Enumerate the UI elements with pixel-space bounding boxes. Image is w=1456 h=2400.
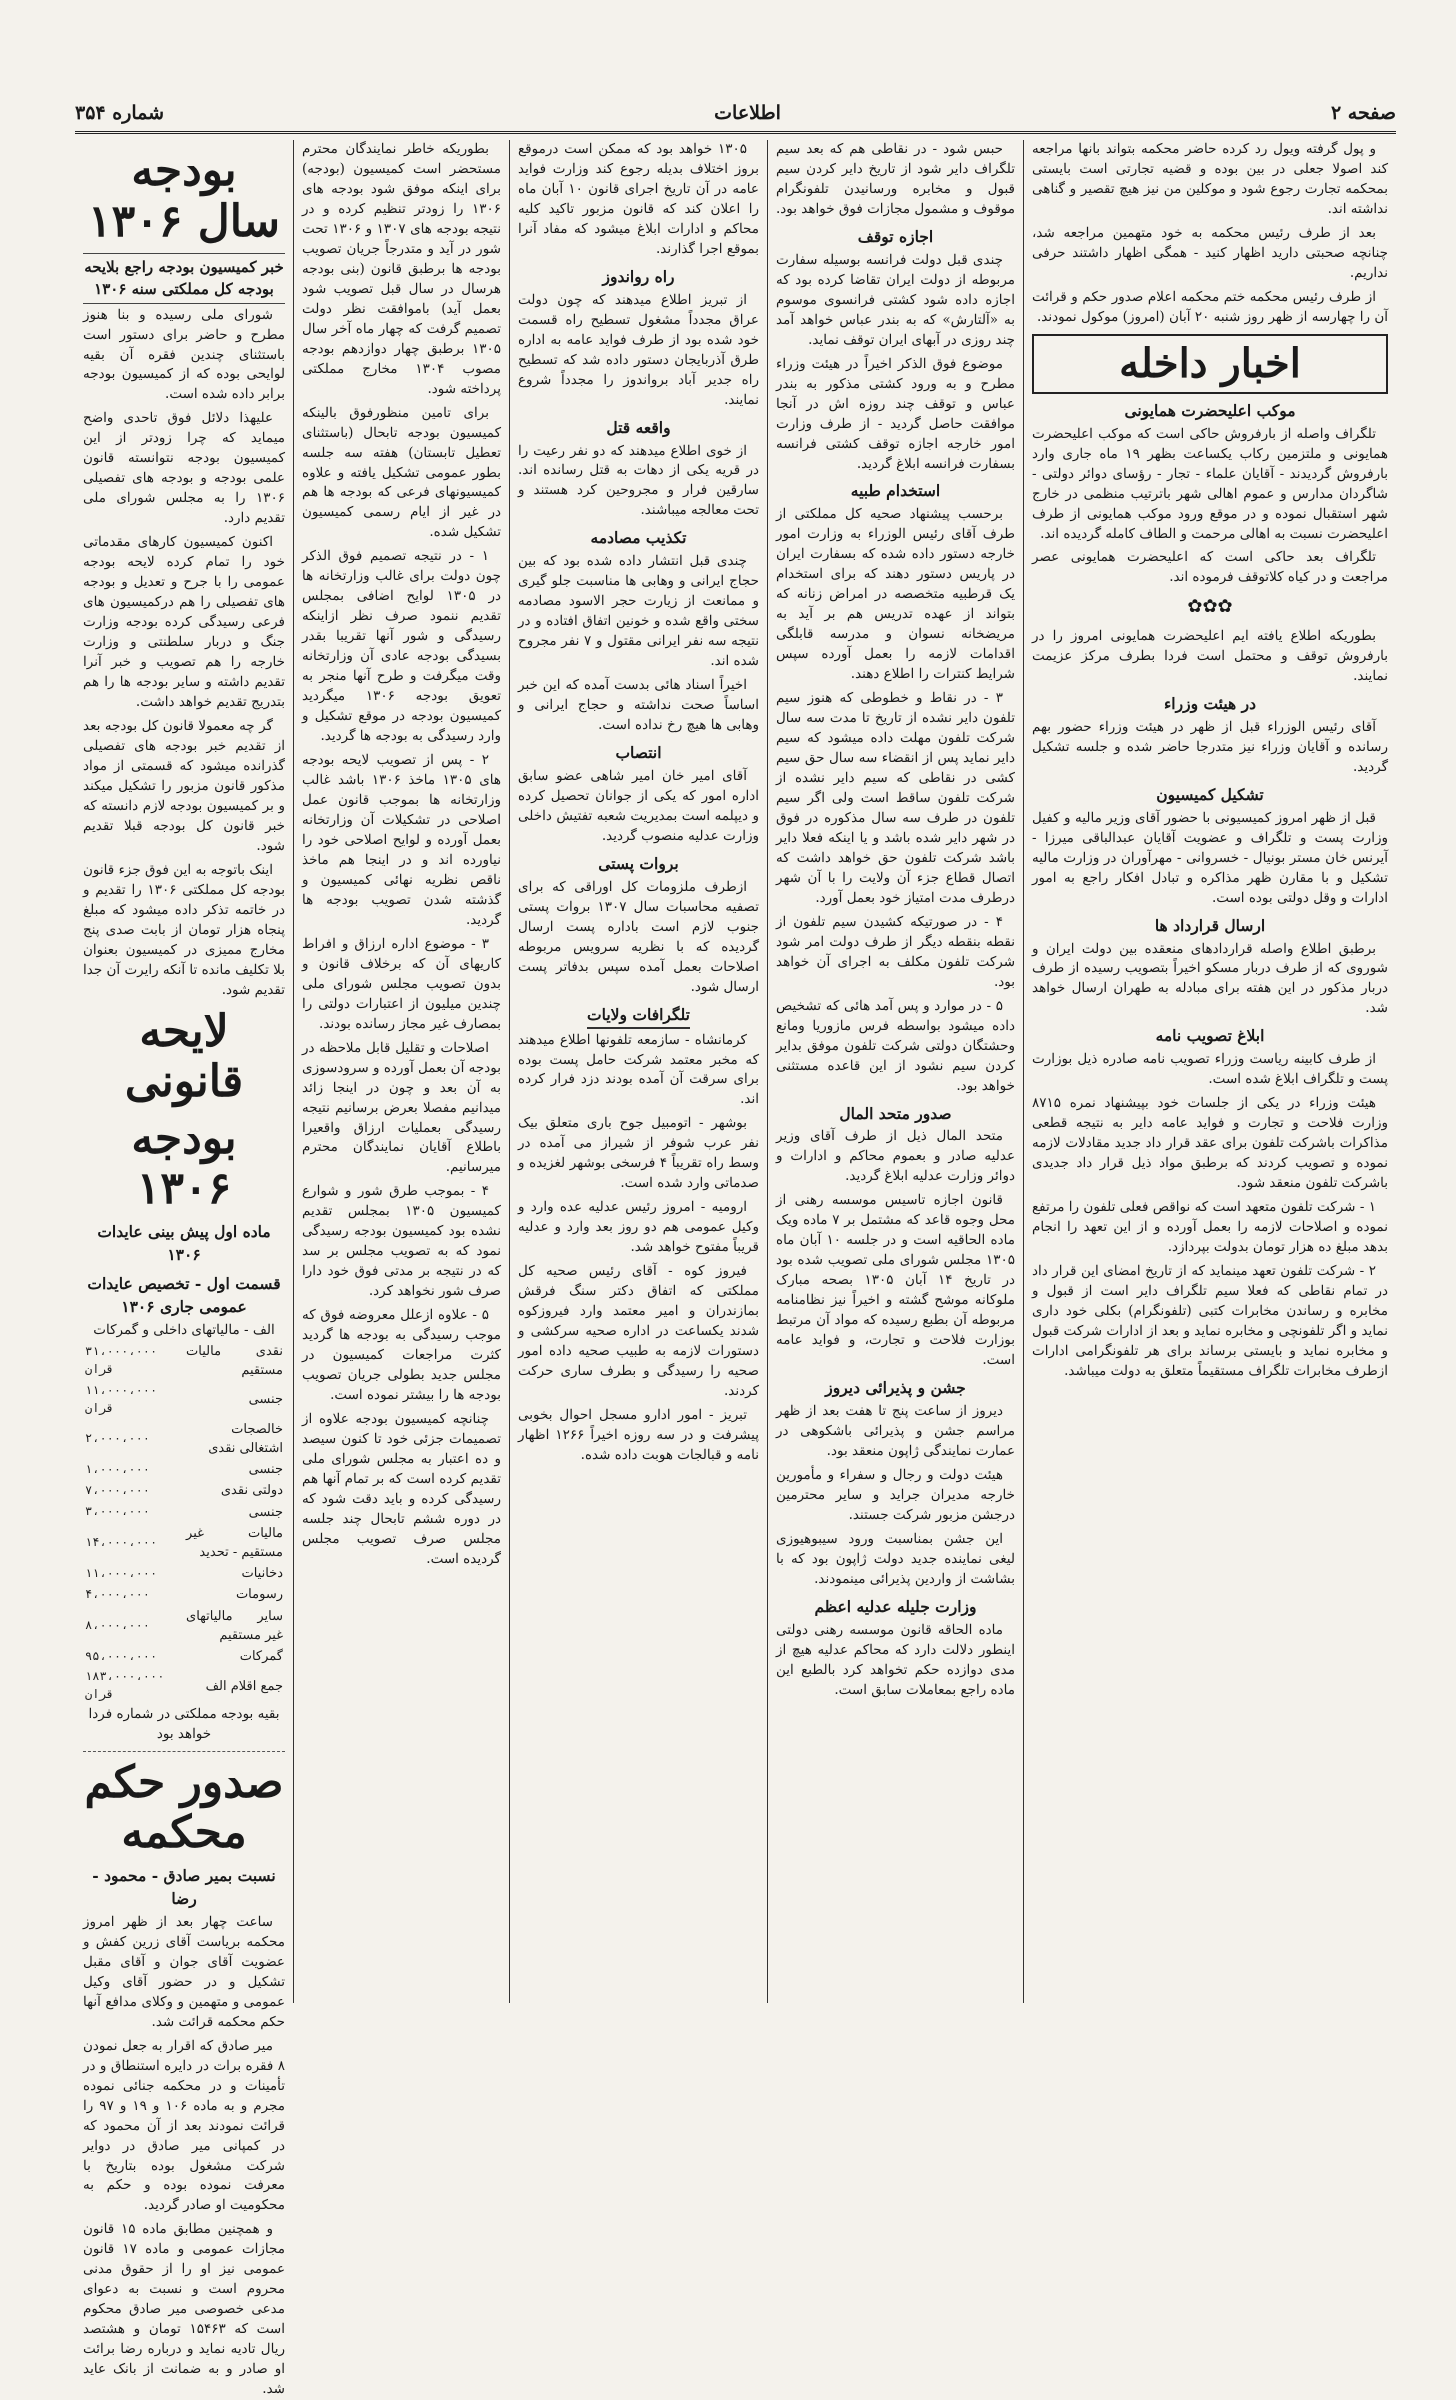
clash-denial-text-2: اخیراً اسناد هائی بدست آمده که این خبر اساساً صحت نداشته و حجاج ایرانی و وهابی ها هیچ رخ نداده است. [518, 677, 759, 734]
heading-stay-permission: اجازه توقف [857, 226, 934, 246]
royal-return-text: بطوریکه اطلاع یافته ایم اعلیحضرت همایونی امروز را در بارفروش توقف و محتمل است فردا بطرف مرکز عزیمت نمایند. [1032, 628, 1388, 684]
budget-report-p9: چنانچه کمیسیون بودجه علاوه از تصمیمات جزئی خود تا کنون سیصد و ده اعتبار به مجلس شورای ملی تقدیم کرده است که بر تمام آنها هم رسیدگی کرده و باید دقت شود که در دوره ششم تابحال چند جلسه مجلس صرف تصویب مجلس گردیده است. [302, 1411, 501, 1567]
stay-permission-text: چندی قبل دولت فرانسه بوسیله سفارت مربوطه از دولت ایران تقاضا کرده بود که اجازه داده شود کشتی فرانسوی موسوم به «آلتارش» که به بندر عباس خواهد آمد چند روزی در آبهای ایران توقف نماید. [776, 251, 1015, 348]
revenue-label: خالصجات اشتغالی نقدی [208, 1421, 283, 1456]
heading-circular: صدور متحد المال [839, 1103, 952, 1123]
provincial-telegrams-label: تلگرافات ولایات [587, 1004, 690, 1029]
page-number: صفحه ۲ [1330, 102, 1396, 124]
heading-murder: واقعه قتل [606, 417, 671, 437]
column-2 [293, 140, 509, 2003]
verdict-title: صدور حکم محکمه [84, 1756, 284, 1859]
revenue-row [83, 1606, 285, 1646]
justice-ministry-text: ماده الحاقه قانون موسسه رهنی دولتی اینطور دلالت دارد که محاکم عدلیه هیچ از مدی دوازده حکم تخواهد کرد بالطبع این ماده راجع بمعاملات سابق است. [776, 1621, 1015, 1698]
heading-celebration: جشن و پذیرائی دیروز [825, 1378, 966, 1398]
court-continuation-3: از طرف رئیس محکمه ختم محکمه اعلام صدور حکم و قرائت آن را چهارسه از ظهر روز شنبه ۲۰ آبان (امروز) موکول نمودند. [1032, 288, 1388, 325]
telegram-bushehr: بوشهر - اتومبیل جوح باری متعلق بیک نفر عرب شوفر از شیراز می آمده در وسط راه تقریباً ۴ فرسخی بوشهر لغزیده و صدماتی وارد شده است. [518, 1115, 760, 1192]
telegram-kermanshah: کرمانشاه - سازمعه تلفونها اطلاع میدهند که مخبر معتمد شرکت حامل پست بوده برای سرقت آن آمده بودند دزد فرار کرده اند. [518, 1031, 759, 1108]
budget-report-p4: ۲ - پس از تصویب لایحه بودجه های ۱۳۰۵ ماخذ ۱۳۰۶ باشد غالب وزارتخانه ها بموجب قانون عمل اصلاحی در تشکیلات آن وزارتخانه بعمل آورده و لوایح اصلاحی خود را نیاورده اند و در اینجا هم ماخذ ناقص نظریه نهائی کمیسیون و گذشته شدن تصویب بودجه ها گردید. [302, 752, 501, 928]
revenue-label: نقدی مالیات مستقیم [186, 1343, 283, 1378]
revenue-value: ۸،۰۰۰،۰۰۰ [85, 1618, 151, 1633]
revenue-value: ۱۱،۰۰۰،۰۰۰ قران [85, 1383, 158, 1415]
circular-text: متحد المال ذیل از طرف آقای وزیر عدلیه صادر و بعموم محاکم و ادارات و دوائر وزارت عدلیه ابلاغ گردید. [776, 1128, 1015, 1185]
revenue-row [83, 1584, 285, 1605]
telephone-item-5: ۵ - در موارد و پس آمد هائی که تشخیص داده میشود بواسطه فرس مازوریا ومانع وحشتگان دولتی شرکت تلفون موفق بدایر کردن سیم نشود از این قاعده مستثنی خواهد بود. [776, 997, 1015, 1094]
revenue-value: ۴،۰۰۰،۰۰۰ [85, 1587, 151, 1602]
telegram-urmia: ارومیه - امروز رئیس عدلیه عده وارد و وکیل عمومی هم دو روز بعد وارد و عدلیه قریباً مفتوح خواهد شد. [518, 1199, 759, 1256]
revenue-label: دخانیات [241, 1566, 283, 1582]
heading-clash-denial: تکذیب مصادمه [590, 528, 687, 548]
verdict-subtitle: نسبت بمیر صادق - محمود - رضا [92, 1866, 276, 1908]
budget-report-p5: ۳ - موضوع اداره ارزاق و افراط کاریهای آن که برخلاف قانون و بدون تصویب مجلس شورای ملی چندین میلیون از اعتبارات دولتی را بمصارف غیر مجاز رسانده بودند. [302, 935, 501, 1032]
telegram-firuzkuh: فیروز کوه - آقای رئیس صحیه کل مملکتی که اتفاق دکتر سنگ فرقش بمازندران و امیر معتمد وارد فیروزکوه شدند یکساعت در اداره صحیه سرکشی و دستورات لازمه به طبیب صحیه داده امور صحیه را رسیدگی و بطرف ساری حرکت کردند. [518, 1263, 759, 1399]
budget-report-p8: ۵ - علاوه ازعلل معروضه فوق که موجب رسیدگی به بودجه ها گردید کثرت مراجعات کمیسیون در مجلس جدید بطولی جریان تصویب بودجه ها را بیشتر نموده است. [302, 1307, 501, 1404]
appointment-text: آقای امیر خان امیر شاهی عضو سابق اداره امور که یکی از جوانان تحصیل کرده و دیپلمه است بمدیریت شعبه تفتیش داخلی وزارت عدلیه منصوب گردید. [518, 767, 759, 844]
revenue-row [83, 1381, 285, 1419]
telephone-continuation: حبس شود - در نقاطی هم که بعد سیم تلگراف دایر شود از تاریخ دایر کردن سیم قبول و مخابره ورسانیدن تلفونگرام موقوف و مشمول مجازات فوق خواهد بود. [775, 141, 1015, 217]
revenue-value: ۱،۰۰۰،۰۰۰ [85, 1461, 151, 1476]
revenue-row [83, 1480, 285, 1501]
domestic-news-title: اخبار داخله [1032, 334, 1388, 394]
revenue-label: دولتی نقدی [220, 1483, 283, 1499]
heading-appointment: انتصاب [615, 743, 662, 763]
revenue-label: جمع اقلام الف [205, 1678, 283, 1694]
celebration-text-3: این جشن بمناسبت ورود سیبوهیوزی لیغی نماینده جدید دولت ژاپون بود که با بشاشت از واردین پذیرائی مینمودند. [776, 1530, 1015, 1587]
revenue-value: ۱۸۳،۰۰۰،۰۰۰ قران [85, 1669, 165, 1702]
revenue-label: سایر مالیاتهای غیر مستقیم [186, 1608, 283, 1643]
revenue-row [83, 1502, 285, 1523]
decree-item-1: ۱ - شرکت تلفون متعهد است که نواقص فعلی تلفون را مرتفع نموده و اصلاحات لازمه را بعمل آورده و از این تعهد را انجام بدهد مبلغ ده هزار تومان بدولت بپردازد. [1032, 1199, 1388, 1256]
revenue-label: گمرکات [239, 1649, 283, 1665]
telegram-tabriz: تبریز - امور ادارو مسجل احوال بخوبی پیشرفت و در سه روزه اخیراً ۱۲۶۶ اظهار نامه و قبالجات هوبت داده شده. [518, 1406, 759, 1463]
celebration-text: دیروز از ساعت پنج تا هفت بعد از ظهر مراسم جشن و پذیرائی باشکوهی در عمارت نمایندگی ژاپون منعقد بود. [776, 1403, 1015, 1459]
revenue-row [83, 1563, 285, 1584]
heading-royal-cortege: موکب اعلیحضرت همایونی [1124, 400, 1296, 420]
budget-report-p1: بطوریکه خاطر نمایندگان محترم مستحضر است کمیسیون (بودجه) برای اینکه موفق شود بودجه های ۱۳۰۶ را زودتر تنظیم کرده و در نتیجه بودجه های ۱۳۰۷ و ۱۳۰۶ تحت شور در آید و متدرجاً جریان تصویب بودجه ها برطبق قانون (بنی بودجه هرسال در سال قبل تصویب شود بعمل آید) باموافقت نظر دولت تصمیم گرفت که چهار ماه آخر سال ۱۳۰۵ برطبق چهار دوازدهم بودجه مصوب ۱۳۰۴ مخارج مملکتی پرداخته شود. [302, 141, 501, 397]
heading-physician: استخدام طبیه [850, 481, 941, 501]
column-3 [509, 140, 767, 2003]
celebration-text-2: هیئت دولت و رجال و سفراء و مأمورین خارجه مدیران جراید و سایر محترمین درجشن مزبور شرکت جستند. [776, 1466, 1015, 1523]
cabinet-text: آقای رئیس الوزراء قبل از ظهر در هیئت وزراء حضور بهم رسانده و آقایان وزراء نیز متدرجا حاضر شده و جلسه تشکیل گردید. [1032, 718, 1388, 775]
heading-commission: تشکیل کمیسیون [1156, 784, 1264, 804]
revenue-value: ۳،۰۰۰،۰۰۰ [85, 1504, 151, 1519]
heading-agreements: ارسال قرارداد ها [1154, 915, 1266, 935]
column-4 [767, 140, 1023, 2003]
revenue-row [83, 1459, 285, 1480]
court-continuation: و پول گرفته ویول رد کرده حاضر محکمه بتواند بانها مراجعه کند اصولا جعلی در بین بوده و قضیه تجارتی است بایستی بمحکمه تجارت رجوع شود و موکلین من نیز هیچ تقصیر و گناهی نداشته اند. [1032, 141, 1388, 217]
paper-name: اطلاعات [714, 102, 781, 124]
court-continuation-2: بعد از طرف رئیس محکمه به خود متهمین مراجعه شد، چنانچه صحبتی دارید اظهار کنید - همگی اظهار داشتند حرفی نداریم. [1032, 224, 1388, 281]
budget-report-p2: برای تامین منظورفوق بالینکه کمیسیون بودجه تابحال (باستثنای تعطیل تابستان) هفته سه جلسه بطور عمومی تشکیل یافته و علاوه کمیسیونهای فرعی که بودجه ها هم در غیر از ایام رسمی کمیسیون تشکیل شده. [302, 404, 501, 541]
article-one-heading: ماده اول پیش بینی عایدات ۱۳۰۶ [97, 1221, 271, 1264]
separator-stars: ✿✿✿ [1187, 596, 1233, 618]
budget-continued-note: بقیه بودجه مملکتی در شماره فردا خواهد بود [88, 1705, 280, 1742]
budget-report-p3: ۱ - در نتیجه تصمیم فوق الذکر چون دولت برای غالب وزارتخانه ها در ۱۳۰۵ لوایح اضافی بمجلس تقدیم ننمود صرف نظر ازاینکه رسیدگی و شور آنها تقریبا بقدر بسیدگی بودجه عادی آن وزارتخانه وقت میگرفت و طرح آنها منجر به تعویق بودجه ۱۳۰۶ میگردید کمیسیون بودجه در موقع تشکیل و وارد رسیدگی به بودجه ها گردید. [302, 548, 501, 745]
postal-drafts-text: ازطرف ملزومات کل اوراقی که برای تصفیه محاسبات سال ۱۳۰۷ بروات پستی جنوب لازم است باداره پست ارسال گردیده که با نظریه سرویس مربوطه اصلاحات بعمل آمده سپس بدفاتر پست ارسال شود. [518, 878, 759, 995]
revenue-label: جنسی [248, 1504, 283, 1520]
budget-report-p7: ۴ - بموجب طرق شور و شوارع کمیسیون ۱۳۰۵ بمجلس تقدیم نشده بود کمیسیون بودجه رسیدگی نمود که به تصویب مجلس بر سد که در نتیجه بر مدتی فوق خود دارا صرف شور نخواهد کرد. [302, 1183, 501, 1300]
heading-cabinet: در هیئت وزراء [1164, 693, 1256, 713]
revenue-label: جنسی [248, 1392, 283, 1408]
decree-item-2: ۲ - شرکت تلفون تعهد مینماید که از تاریخ امضای این قرار داد در تمام نقاطی که فعلا سیم تلگراف دایر است از قبول و مخابره و رساندن مخابرات کتبی (تلفونگرام) بکلی خود داری نماید و اگر تلفونچی و مخابره نماید و بعد از ادارات شرکت قبول و مخابره نماید و بایستی برساند برای هر تلفونگرامی ادارات ازطرف مخابرات تلگراف مستقیماً متعلق به دولت میباشد. [1032, 1263, 1388, 1379]
murder-text: از خوی اطلاع میدهند که دو نفر رعیت را در قریه یکی از دهات به قتل رسانده اند. سارقین فرار و مجروحین کرد هستند و تحت معالجه میباشند. [518, 442, 759, 519]
revenue-row [83, 1646, 285, 1667]
revenue-value: ۱۴،۰۰۰،۰۰۰ [85, 1535, 158, 1550]
masthead [75, 95, 1396, 134]
column-1 [75, 140, 293, 2398]
revenue-label: رسومات [235, 1587, 283, 1603]
section-one-heading: قسمت اول - تخصیص عایدات عمومی جاری ۱۳۰۶ [87, 1273, 281, 1316]
heading-postal-drafts: بروات پستی [598, 853, 679, 873]
revenue-row [83, 1667, 285, 1705]
divider [83, 1751, 285, 1752]
budget-p5: اینک باتوجه به این فوق جزء قانون بودجه کل مملکتی ۱۳۰۶ را تقدیم و در خاتمه تذکر داده میشود که مبلغ پنجاه هزار تومان از بابت صدی پنج مخارج ممیزی در کمیسیون بعنوان بلا تکلیف مانده تا آنکه رایرت آن جدا تقدیم شود. [83, 861, 286, 998]
heading-rawanduz-road: راه رواندوز [602, 266, 675, 286]
budget-p4: گر چه معمولا قانون کل بودجه بعد از تقدیم خبر بودجه های تفصیلی گذرانده میشود که قسمتی از مواد مذکور قانون مزبور را تشکیل میکند و بر کمیسیون بودجه لازم دانسته که خبر قانون کل بودجه قبلا تقدیم شود. [83, 717, 285, 854]
rawanduz-road-text: از تبریز اطلاع میدهند که چون دولت عراق مجدداً مشغول تسطیح راه قسمت خود شده بود از طرف فواید عامه به اداره طرق آذربایجان دستور داده شد که تسطیح راه جدیر آباد برواندوز را مجدداً شروع نمایند. [518, 291, 759, 408]
heading-justice-ministry: وزارت جلیله عدلیه اعظم [814, 1596, 977, 1616]
revenue-value: ۱۱،۰۰۰،۰۰۰ [85, 1565, 158, 1580]
verdict-p1: ساعت چهار بعد از ظهر امروز محکمه بریاست آقای زرین کفش و عضویت آقای جوان و آقای مقبل تشکیل و در حضور آقای وکیل عمومی و متهمین و وکلای مدافع آنها حکم محکمه قرائت شد. [83, 1913, 285, 2030]
commission-text: قبل از ظهر امروز کمیسیونی با حضور آقای وزیر مالیه و کفیل وزارت پست و تلگراف و عضویت آقایان عبدالباقی میرزا - آیرنس خان مستر بونیال - خسروانی - مهرآوران در وزارت مالیه تشکیل و با مقارن ظهر مذاکره و تبادل افکار راجع به امور ادارات و وقل دولتی بوده است. [1032, 809, 1388, 906]
budget-report-p6: اصلاحات و تقلیل قابل ملاحظه در بودجه آن بعمل آورده و سرودسوزی به آن بعد و چون در اینجا زائد میدانیم مفصلا بعرض برسانیم نتیجه رسیدگی بعملیات ارزاق واقعیرا باطلاع آقایان نمایندگان محترم میرسانیم. [302, 1039, 501, 1176]
columns [75, 140, 1396, 2398]
revenue-label: مالیات غیر مستقیم - تحدید [186, 1525, 283, 1560]
subsection-heading: الف - مالیاتهای داخلی و گمرکات [93, 1321, 275, 1338]
revenue-table [83, 1341, 285, 1705]
issue-number: شماره ۳۵۴ [75, 102, 165, 124]
revenue-row [83, 1341, 285, 1381]
heading-decree: ابلاغ تصویب نامه [1155, 1026, 1265, 1046]
budget-title: بودجه سال ۱۳۰۶ [87, 145, 281, 247]
bill-title: لایحه قانونی [124, 1005, 244, 1108]
agreements-text: برطبق اطلاع واصله قراردادهای منعقده بین دولت ایران و شوروی که از طرف دربار مسکو اخیراً بتصویب رسیده از طرف دربار مذکور در این هفته برای مبادله به طهران ارسال خواهد شد. [1032, 940, 1388, 1017]
revenue-row [83, 1419, 285, 1459]
revenue-value: ۹۵،۰۰۰،۰۰۰ [85, 1648, 158, 1663]
verdict-p2: میر صادق که اقرار به جعل نمودن ۸ فقره برات در دایره استنطاق و در تأمینات و در محکمه جنائی نموده مجرم و به ماده ۱۰۶ و ۱۹ و ۹۷ را قرائت نمودند بعد از آن محمود که در کمپانی میر صادق در دوایر شرکت مشغول بوده بتاریخ با معرفت نموده بوده و حکم به محکومیت او صادر گردید. [83, 2037, 285, 2214]
revenue-row [83, 1523, 285, 1563]
revenue-value: ۷،۰۰۰،۰۰۰ [85, 1483, 151, 1497]
column-5 [1023, 140, 1396, 2003]
revenue-value: ۳۱،۰۰۰،۰۰۰ قران [85, 1344, 158, 1376]
telephone-item-4: ۴ - در صورتیکه کشیدن سیم تلفون از نقطه بنقطه دیگر از طرف دولت امر شود شرکت تلفون مکلف به اجرای آن خواهد بود. [776, 913, 1015, 990]
budget-p2: علیهذا دلائل فوق تاحدی واضح میماید که چرا زودتر از این کمیسیون بودجه نتوانسته قانون علمی بودجه و بودجه های تفصیلی ۱۳۰۶ را به مجلس شورای ملی تقدیم دارد. [83, 410, 285, 527]
verdict-p3: و همچنین مطابق ماده ۱۵ قانون مجازات عمومی و ماده ۱۷ قانون عمومی نیز او را از حقوق مدنی محروم است و نسبت به دعوای مدعی خصوصی میر صادق محکوم است که ۱۵۴۶۳ تومان و هشتصد ریال تادیه نماید و درباره رضا برائت او صادر و به ضمانت از بانک عاید شد. [83, 2221, 285, 2398]
budget-p3: اکنون کمیسیون کارهای مقدماتی خود را تمام کرده لایحه بودجه عمومی را با جرح و تعدیل و بودجه های تفصیلی را هم درکمیسیون های فرعی رسیدگی کرده بودجه وزارت جنگ و دربار سلطنتی و وزارت خارجه را هم تصویب و خبر آنرا تقدیم داشته و سایر بودجه ها را هم بتدریج تقدیم خواهد داشت. [83, 534, 285, 710]
clash-denial-text: چندی قبل انتشار داده شده بود که بین حجاج ایرانی و وهابی ها مناسبت جلو گیری و ممانعت از زیارت حجر الاسود مصادمه سختی واقع شده و خونین اتفاق افتاده و در نتیجه سه نفر ایرانی مقتول و ۷ نفر مجروح شده اند. [518, 553, 759, 670]
revenue-label: جنسی [248, 1462, 283, 1478]
telephone-item-3: ۳ - در نقاط و خطوطی که هنوز سیم تلفون دایر نشده از تاریخ تا مدت سه سال شرکت تلفون مهلت داده میشود که سیم دایر نماید پس از انقضاء سه سال حق سیم کشی در نقاطی که سیم دایر نشده از شرکت تلفون ساقط است ولی اگر سیم تلفون در طرف سه سال مذکوره در فوق در شهر دایر شده باشد و یا اینکه فعلا دایر باشد شرکت تلفون حق خواهد داشت که اتصال قطاع جزء آن ولایت را با آن شهر درطرف مدت امتیاز خود بعمل آورد. [776, 690, 1015, 906]
revenue-value: ۲،۰۰۰،۰۰۰ [85, 1430, 151, 1445]
circular-text-2: قانون اجازه تاسیس موسسه رهنی از محل وجوه قاعد که مشتمل بر ۷ ماده ویک ماده الحاقیه است و در جلسه ۱۰ آبان ماه ۱۳۰۵ مجلس شورای ملی تصویب شده بود در تاریخ ۱۴ آبان ۱۳۰۵ بصحه مبارک ملوکانه موشح گشته و اخیراً نیز نظامنامه مربوطه آن بطبع رسیده که مواد آن مرتبط بوزارت فلاحت و تجارت، و فواید عامه است. [776, 1192, 1015, 1369]
physician-text: برحسب پیشنهاد صحیه کل مملکتی از طرف آقای رئیس الوزراء به وزارت امور خارجه دستور داده شده که بسفارت ایران در پاریس دستور دهند که برای استخدام یک قرطبیه متخصصه در امراض زنانه که بتواند از عهده تدریس هم بر آید به مریضخانه نسوان و مدرسه قابلگی اقدامات لازمه را بعمل آورده سپس شرایط کنترات را اطلاع دهند. [776, 506, 1015, 683]
decree-text-2: هیئت وزراء در یکی از جلسات خود بپیشنهاد نمره ۸۷۱۵ وزارت فلاحت و تجارت و فواید عامه دایر به نتیجه قطعی مذاکرات باشرکت تلفون برای عقد قرار داد جدید مقادلات لازمه نموده و تصویب کردند که برطبق مواد ذیل قرار داد جدیدی باشرکت تلفون منعقد شود. [1032, 1095, 1388, 1192]
stay-permission-text-2: موضوع فوق الذکر اخیراً در هیئت وزراء مطرح و به ورود کشتی مذکور به بندر عباس و توقف چند روزه اش در آنجا موافقت حاصل گردید - از طرف وزارت امور خارجه اجازه توقف کشتی فرانسه بسفارت فرانسه ابلاغ گردید. [776, 355, 1015, 472]
bill-title-year: بودجه ۱۳۰۶ [131, 1112, 237, 1215]
budget-p1: شورای ملی رسیده و بنا هنوز مطرح و حاضر برای دستور است باستثنای چندین فقره آن بقیه لوایحی بوده که از کمیسیون بودجه برابر داده شده است. [83, 306, 285, 403]
decree-text: از طرف کابینه ریاست وزراء تصویب نامه صادره ذیل بوزارت پست و تلگراف ابلاغ شده است. [1032, 1051, 1388, 1088]
law-continuation: ۱۳۰۵ خواهد بود که ممکن است درموقع بروز اختلاف بدیله رجوع کند وزارت فواید عامه در آن تاریخ اجرای قانون ۱۰ آبان ماه را اعلان کند که قانون مزبور تاکید کلیه محاکم و ادارات ابلاغ میشود که مفاد آنرا بموقع اجرا گذارند. [518, 141, 759, 257]
royal-cortege-text-2: تلگراف بعد حاکی است که اعلیحضرت همایونی عصر مراجعت و در کیاه کلاتوقف فرموده اند. [1032, 549, 1388, 586]
budget-subtitle: خبر کمیسیون بودجه راجع بلایحه بودجه کل مملکتی سنه ۱۳۰۶ [83, 253, 285, 303]
heading-provincial-telegrams [518, 1004, 759, 1029]
royal-cortege-text: تلگراف واصله از بارفروش حاکی است که موکب اعلیحضرت همایونی و ملتزمین رکاب یکساعت بظهر ۱۹ ماه جاری وارد بارفروش گردیدند - آقایان علماء - تجار - رؤسای دوائر دولتی - شاگردان مدارس و عموم اهالی شهر باترتیب منظمی در خارج شهر استقبال نموده و در موقع ورود موکب همایونی از طرف اعلیحضرت نسبت به اهالی مرحمت و الطاف کامله گردیده اند. [1032, 425, 1388, 542]
